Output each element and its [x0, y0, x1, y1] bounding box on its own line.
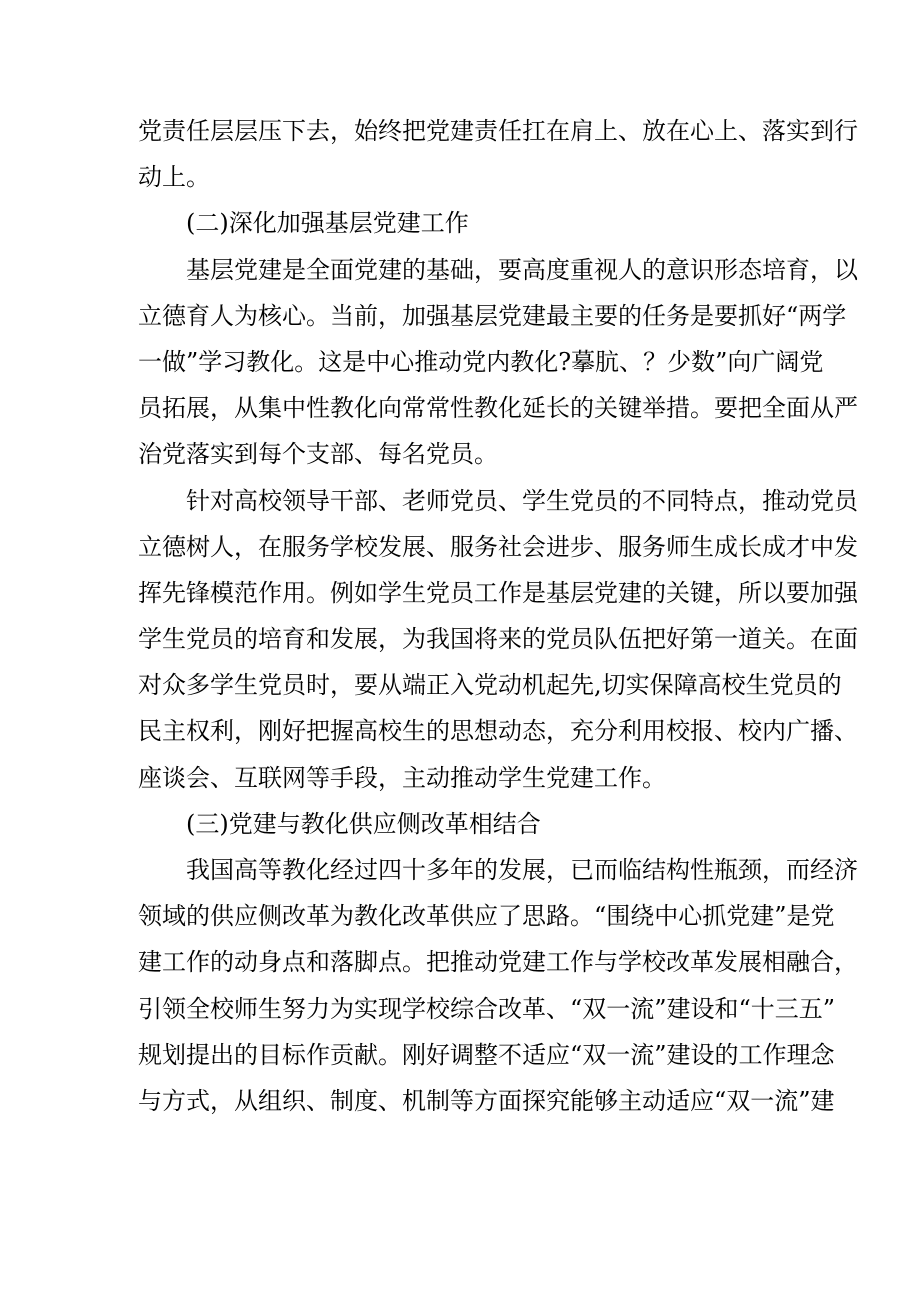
paragraph-line: 基层党建是全面党建的基础，要高度重视人的意识形态培育，以 [186, 255, 858, 284]
paragraph-line: 党责任层层压下去，始终把党建责任扛在肩上、放在心上、落实到行 [138, 117, 858, 145]
section-heading-2: (二)深化加强基层党建工作 [186, 209, 469, 238]
document-body [138, 108, 858, 1124]
paragraph-line: 我国高等教化经过四十多年的发展，已而临结构性瓶颈，而经济 [186, 856, 858, 884]
paragraph-line: 动上。 [138, 163, 210, 192]
paragraph-line: 领域的供应侧改革为教化改革供应了思路。“围绕中心抓党建”是党 [138, 902, 835, 931]
paragraph-line: 规划提出的目标作贡献。刚好调整不适应“双一流”建设的工作理念 [138, 1040, 835, 1069]
paragraph-line: 引领全校师生努力为实现学校综合改革、“双一流”建设和“十三五” [138, 994, 836, 1023]
paragraph-line: 挥先锋模范作用。例如学生党员工作是基层党建的关键，所以要加强 [138, 578, 858, 607]
paragraph-line: 一做”学习教化。这是中心推动党内教化?摹肮、？少数”向广阔党 [138, 347, 824, 376]
paragraph-line: 民主权利，刚好把握高校生的思想动态，充分利用校报、校内广播、 [138, 717, 858, 746]
paragraph-line: 立德育人为核心。当前，加强基层党建最主要的任务是要抓好“两学 [138, 301, 847, 330]
paragraph-line: 对众多学生党员时，要从端正入党动机起先,切实保障高校生党员的 [138, 671, 842, 700]
section-heading-3: (三)党建与教化供应侧改革相结合 [186, 809, 541, 838]
paragraph-line: 建工作的动身点和落脚点。把推动党建工作与学校改革发展相融合， [138, 948, 858, 977]
paragraph-line: 学生党员的培育和发展，为我国将来的党员队伍把好第一道关。在面 [138, 625, 858, 654]
paragraph-line: 与方式，从组织、制度、机制等方面探究能够主动适应“双一流”建 [138, 1086, 835, 1115]
paragraph-line: 立德树人，在服务学校发展、服务社会进步、服务师生成长成才中发 [138, 532, 858, 561]
paragraph-line: 治党落实到每个支部、每名党员。 [138, 440, 498, 469]
paragraph-line: 座谈会、互联网等手段，主动推动学生党建工作。 [138, 763, 666, 792]
paragraph-line: 针对高校领导干部、老师党员、学生党员的不同特点，推动党员 [186, 486, 858, 515]
paragraph-line: 员拓展，从集中性教化向常常性教化延长的关键举措。要把全面从严 [138, 394, 858, 423]
